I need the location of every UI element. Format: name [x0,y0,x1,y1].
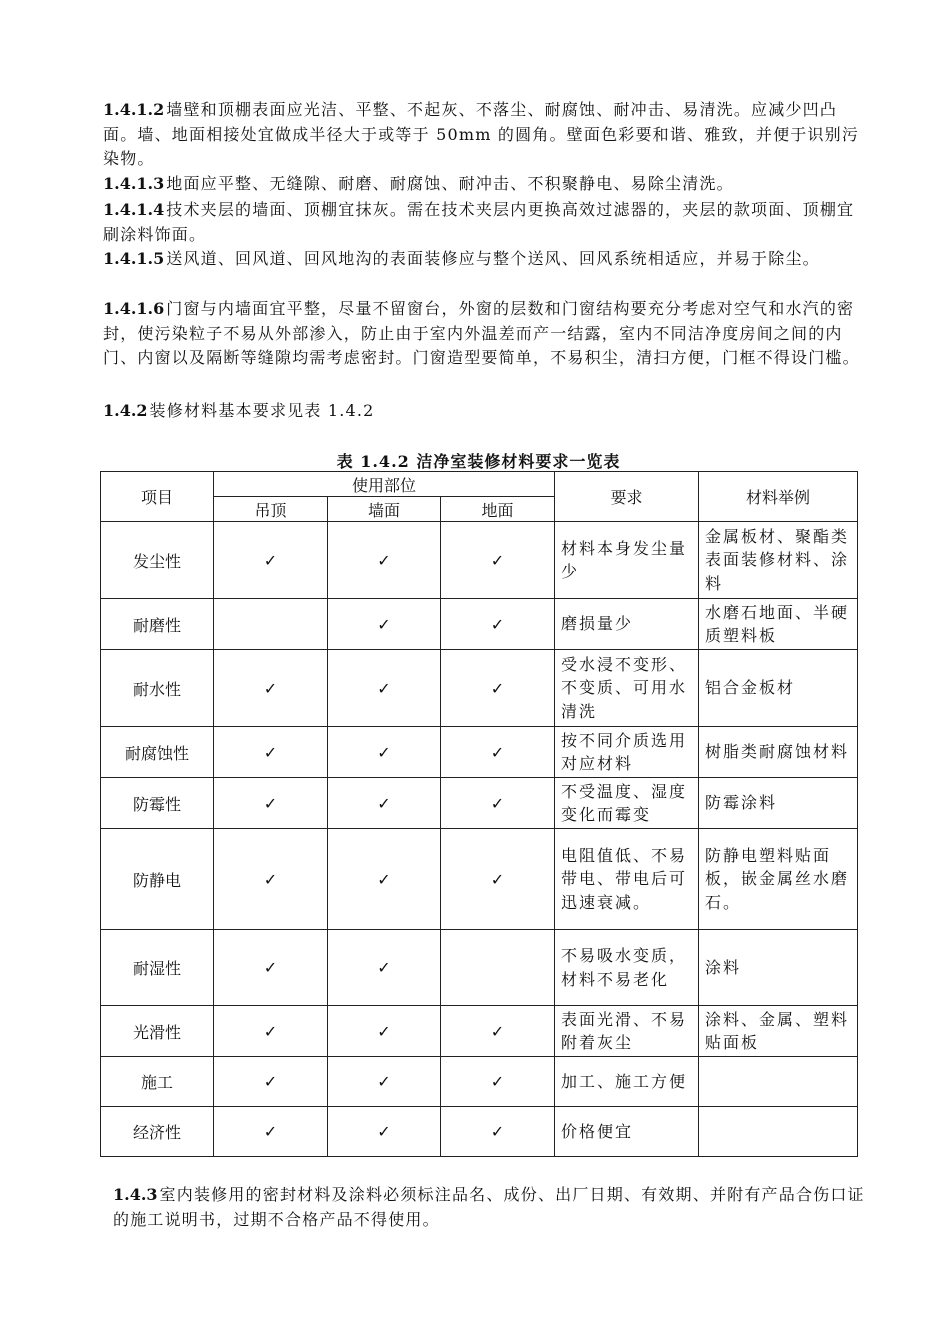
table-row [101,1006,858,1057]
check-wall: ✓ [328,1057,441,1107]
row-item: 耐水性 [101,650,214,727]
check-ceiling: ✓ [214,778,328,829]
paragraph-text: 送风道、回风道、回风地沟的表面装修应与整个送风、回风系统相适应，并易于除尘。 [166,249,820,268]
row-material [699,1057,858,1107]
header-wall: 墙面 [328,497,441,522]
section-number: 1.4.1.2 [103,100,165,119]
section-number: 1.4.1.6 [103,299,165,318]
row-material: 涂料 [699,930,858,1006]
check-ceiling: ✓ [214,727,328,778]
materials-table [100,471,858,1157]
paragraph-1-4-3 [113,1183,873,1232]
paragraph-text: 门窗与内墙面宜平整，尽量不留窗台，外窗的层数和门窗结构要充分考虑对空气和水汽的密封，使污染粒子不易从外部渗入，防止由于室内外温差而产一结露，室内不同洁净度房间之间的内门、内窗以及隔断等缝隙均需考虑密封。门窗造型要简单，不易积尘，清扫方便，门框不得设门槛。 [103,299,860,367]
check-ceiling: ✓ [214,930,328,1006]
row-requirement: 表面光滑、不易附着灰尘 [555,1006,699,1057]
paragraph-1-4-1-4 [103,198,871,247]
row-requirement: 不受温度、湿度变化而霉变 [555,778,699,829]
row-item: 耐腐蚀性 [101,727,214,778]
table-row [101,778,858,829]
row-requirement: 受水浸不变形、不变质、可用水清洗 [555,650,699,727]
header-item: 项目 [101,472,214,522]
check-floor: ✓ [441,599,555,650]
row-item: 光滑性 [101,1006,214,1057]
table-row [101,650,858,727]
row-requirement: 磨损量少 [555,599,699,650]
paragraph-1-4-1-2 [103,98,871,172]
header-material: 材料举例 [699,472,858,522]
check-wall: ✓ [328,522,441,599]
paragraph-text: 墙壁和顶棚表面应光洁、平整、不起灰、不落尘、耐腐蚀、耐冲击、易清洗。应减少凹凸面。墙、地面相接处宜做成半径大于或等于 50mm 的圆角。壁面色彩要和谐、雅致，并便于识别污染物。 [103,100,860,168]
check-ceiling: ✓ [214,829,328,930]
check-wall: ✓ [328,650,441,727]
check-floor: ✓ [441,1057,555,1107]
row-material [699,1107,858,1157]
check-wall: ✓ [328,1006,441,1057]
table-row [101,930,858,1006]
table-row [101,1107,858,1157]
row-requirement: 电阻值低、不易带电、带电后可迅速衰减。 [555,829,699,930]
paragraph-text: 技术夹层的墙面、顶棚宜抹灰。需在技术夹层内更换高效过滤器的，夹层的款项面、顶棚宜刷涂料饰面。 [103,200,855,244]
section-number: 1.4.1.4 [103,200,165,219]
check-floor: ✓ [441,1107,555,1157]
section-number: 1.4.1.3 [103,174,165,193]
check-ceiling: ✓ [214,1057,328,1107]
paragraph-1-4-1-5 [103,247,871,272]
row-requirement: 不易吸水变质，材料不易老化 [555,930,699,1006]
row-item: 发尘性 [101,522,214,599]
row-material: 涂料、金属、塑料贴面板 [699,1006,858,1057]
table-row [101,727,858,778]
section-number: 1.4.3 [113,1185,158,1204]
row-material: 防静电塑料贴面板，嵌金属丝水磨石。 [699,829,858,930]
paragraph-text: 装修材料基本要求见表 1.4.2 [149,401,375,420]
check-floor: ✓ [441,778,555,829]
row-item: 防霉性 [101,778,214,829]
paragraph-text: 室内装修用的密封材料及涂料必须标注品名、成份、出厂日期、有效期、并附有产品合伤口证的施工说明书，过期不合格产品不得使用。 [113,1185,865,1229]
row-item: 防静电 [101,829,214,930]
row-material: 铝合金板材 [699,650,858,727]
row-item: 耐磨性 [101,599,214,650]
table-caption: 表 1.4.2 洁净室装修材料要求一览表 [336,452,621,471]
row-requirement: 价格便宜 [555,1107,699,1157]
header-requirement: 要求 [555,472,699,522]
paragraph-1-4-1-3 [103,172,871,197]
check-floor: ✓ [441,522,555,599]
row-item: 施工 [101,1057,214,1107]
row-requirement: 材料本身发尘量少 [555,522,699,599]
row-material: 水磨石地面、半硬质塑料板 [699,599,858,650]
row-requirement: 加工、施工方便 [555,1057,699,1107]
check-wall: ✓ [328,829,441,930]
check-wall: ✓ [328,727,441,778]
check-ceiling: ✓ [214,522,328,599]
check-ceiling: ✓ [214,1107,328,1157]
check-floor: ✓ [441,727,555,778]
header-floor: 地面 [441,497,555,522]
check-ceiling: ✓ [214,1006,328,1057]
header-ceiling: 吊顶 [214,497,328,522]
check-floor: ✓ [441,1006,555,1057]
table-row [101,1057,858,1107]
paragraph-1-4-1-6 [103,297,871,371]
check-wall: ✓ [328,930,441,1006]
paragraph-1-4-2 [103,399,871,424]
check-wall: ✓ [328,778,441,829]
check-floor: ✓ [441,829,555,930]
table-row [101,829,858,930]
row-item: 经济性 [101,1107,214,1157]
row-material: 树脂类耐腐蚀材料 [699,727,858,778]
section-number: 1.4.1.5 [103,249,165,268]
header-usage: 使用部位 [214,472,555,497]
check-wall: ✓ [328,599,441,650]
row-material: 防霉涂料 [699,778,858,829]
check-floor: ✓ [441,650,555,727]
table-row [101,522,858,599]
row-item: 耐湿性 [101,930,214,1006]
row-requirement: 按不同介质选用对应材料 [555,727,699,778]
paragraph-text: 地面应平整、无缝隙、耐磨、耐腐蚀、耐冲击、不积聚静电、易除尘清洗。 [166,174,734,193]
table-row [101,599,858,650]
row-material: 金属板材、聚酯类表面装修材料、涂料 [699,522,858,599]
check-floor [441,930,555,1006]
check-wall: ✓ [328,1107,441,1157]
section-number: 1.4.2 [103,401,148,420]
check-ceiling [214,599,328,650]
check-ceiling: ✓ [214,650,328,727]
